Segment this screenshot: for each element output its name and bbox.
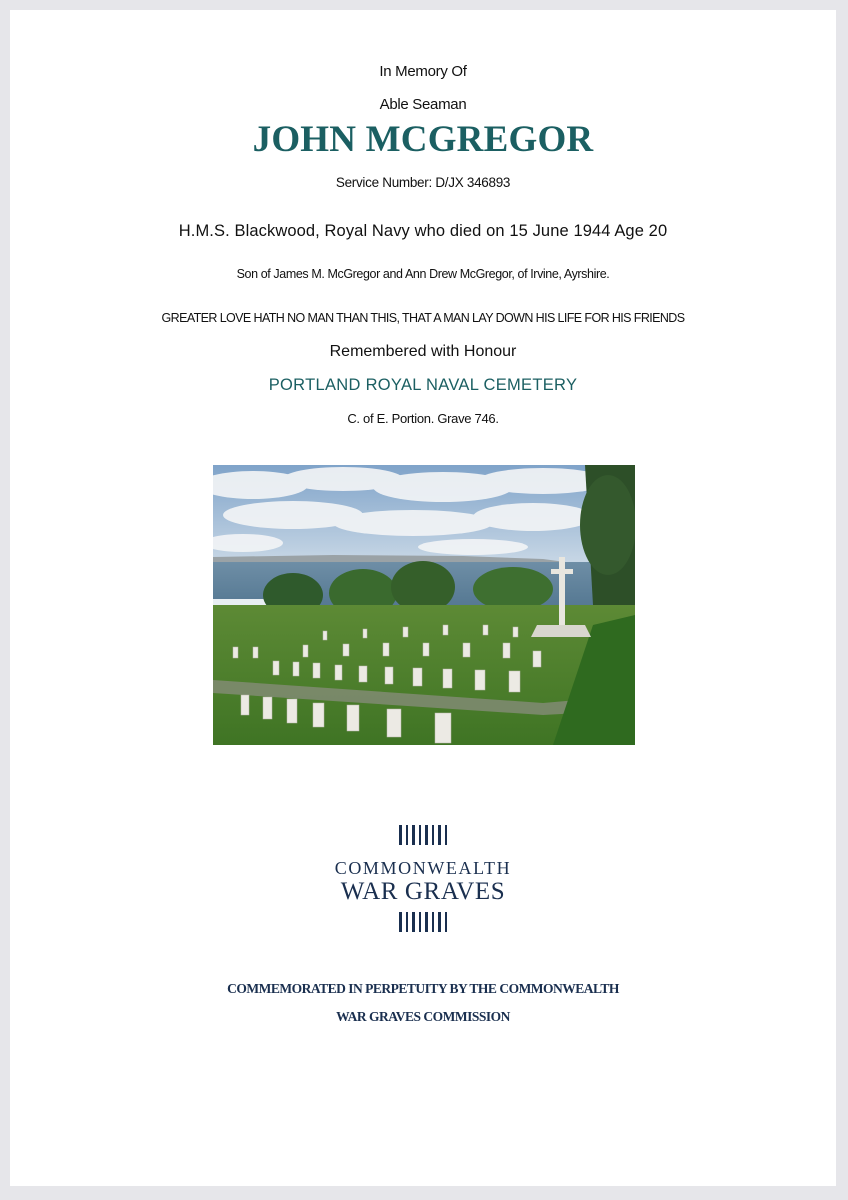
epitaph: GREATER LOVE HATH NO MAN THAN THIS, THAT A MAN LAY DOWN HIS LIFE FOR HIS FRIENDS: [161, 311, 685, 325]
cemetery-photo: [213, 465, 635, 745]
family-details: Son of James M. McGregor and Ann Drew McGregor, of Irvine, Ayrshire.: [236, 267, 610, 281]
certificate-page: [10, 10, 836, 1186]
cemetery-name: PORTLAND ROYAL NAVAL CEMETERY: [268, 376, 578, 394]
cwgc-logo: [310, 825, 536, 935]
footer-line-2: WAR GRAVES COMMISSION: [336, 1009, 510, 1024]
logo-bars-bottom: [310, 912, 536, 932]
in-memory-heading: In Memory Of: [379, 63, 467, 80]
service-number: Service Number: D/JX 346893: [335, 175, 511, 190]
unit-and-death: H.M.S. Blackwood, Royal Navy who died on 15 June 1944 Age 20: [178, 222, 668, 240]
logo-commonwealth: COMMONWEALTH: [334, 858, 512, 878]
casualty-name: JOHN MCGREGOR: [252, 119, 594, 160]
grave-reference: C. of E. Portion. Grave 746.: [347, 411, 499, 426]
rank-text: Able Seaman: [379, 96, 467, 113]
logo-war-graves: WAR GRAVES: [340, 878, 506, 905]
logo-bars-top: [310, 825, 536, 845]
remembered-with-honour: Remembered with Honour: [329, 343, 517, 360]
footer-line-1: COMMEMORATED IN PERPETUITY BY THE COMMONWEALTH: [227, 981, 619, 996]
